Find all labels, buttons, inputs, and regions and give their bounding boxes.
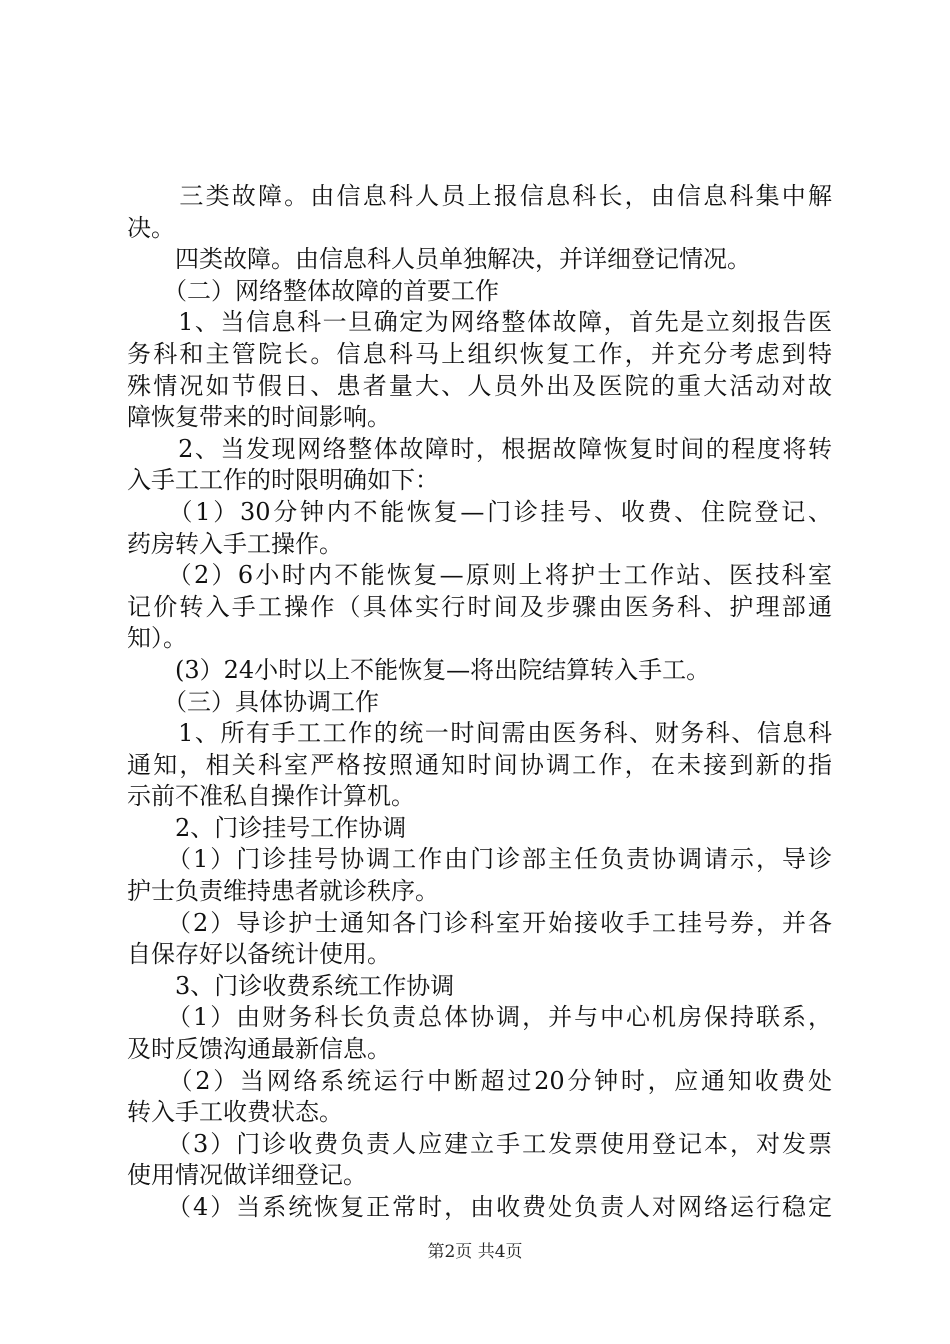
body-text-line: 务科和主管院长。信息科马上组织恢复工作，并充分考虑到特 <box>127 339 832 368</box>
body-text-line: 殊情况如节假日、患者量大、人员外出及医院的重大活动对故 <box>127 371 832 400</box>
body-text-line: 记价转入手工操作（具体实行时间及步骤由医务科、护理部通 <box>127 592 832 621</box>
page-footer: 第2页 共4页 <box>427 1242 523 1262</box>
body-text-line: （三）具体协调工作 <box>127 687 379 716</box>
body-text-line: 障恢复带来的时间影响。 <box>127 403 391 432</box>
body-text-line: （4）当系统恢复正常时，由收费处负责人对网络运行稳定 <box>127 1193 832 1221</box>
body-text-line: 入手工工作的时限明确如下： <box>127 466 439 495</box>
body-text-line: 通知，相关科室严格按照通知时间协调工作，在未接到新的指 <box>127 750 832 779</box>
body-text-line: 及时反馈沟通最新信息。 <box>127 1035 391 1064</box>
body-text-line: （2）当网络系统运行中断超过20分钟时，应通知收费处 <box>127 1066 832 1095</box>
body-text-line: 药房转入手工操作。 <box>127 529 343 558</box>
document-body <box>127 181 832 1224</box>
body-text-line: 三类故障。由信息科人员上报信息科长，由信息科集中解 <box>127 182 832 210</box>
body-text-line: （3）门诊收费负责人应建立手工发票使用登记本，对发票 <box>127 1129 832 1158</box>
body-text-line: （2）6小时内不能恢复—原则上将护士工作站、医技科室 <box>127 561 832 590</box>
body-text-line: 使用情况做详细登记。 <box>127 1161 367 1190</box>
body-text-line: （1）门诊挂号协调工作由门诊部主任负责协调请示，导诊 <box>127 845 832 874</box>
body-text-line: (3）24小时以上不能恢复—将出院结算转入手工。 <box>127 655 711 684</box>
body-text-line: 知）。 <box>127 624 187 653</box>
body-text-line: （1）由财务科长负责总体协调，并与中心机房保持联系， <box>127 1003 832 1032</box>
body-text-line: 2、当发现网络整体故障时，根据故障恢复时间的程度将转 <box>127 434 832 463</box>
body-text-line: 示前不准私自操作计算机。 <box>127 782 415 811</box>
body-text-line: 自保存好以备统计使用。 <box>127 940 391 969</box>
body-text-line: 3、门诊收费系统工作协调 <box>127 971 455 1000</box>
body-text-line: 1、当信息科一旦确定为网络整体故障，首先是立刻报告医 <box>127 308 832 337</box>
body-text-line: 决。 <box>127 213 175 242</box>
body-text-line: （二）网络整体故障的首要工作 <box>127 276 499 305</box>
body-text-line: （2）导诊护士通知各门诊科室开始接收手工挂号券，并各 <box>127 908 832 937</box>
body-text-line: 2、门诊挂号工作协调 <box>127 813 407 842</box>
body-text-line: （1）30分钟内不能恢复—门诊挂号、收费、住院登记、 <box>127 497 832 526</box>
body-text-line: 护士负责维持患者就诊秩序。 <box>127 877 439 906</box>
body-text-line: 1、所有手工工作的统一时间需由医务科、财务科、信息科 <box>127 719 832 748</box>
body-text-line: 转入手工收费状态。 <box>127 1098 343 1127</box>
body-text-line: 四类故障。由信息科人员单独解决，并详细登记情况。 <box>127 245 751 274</box>
